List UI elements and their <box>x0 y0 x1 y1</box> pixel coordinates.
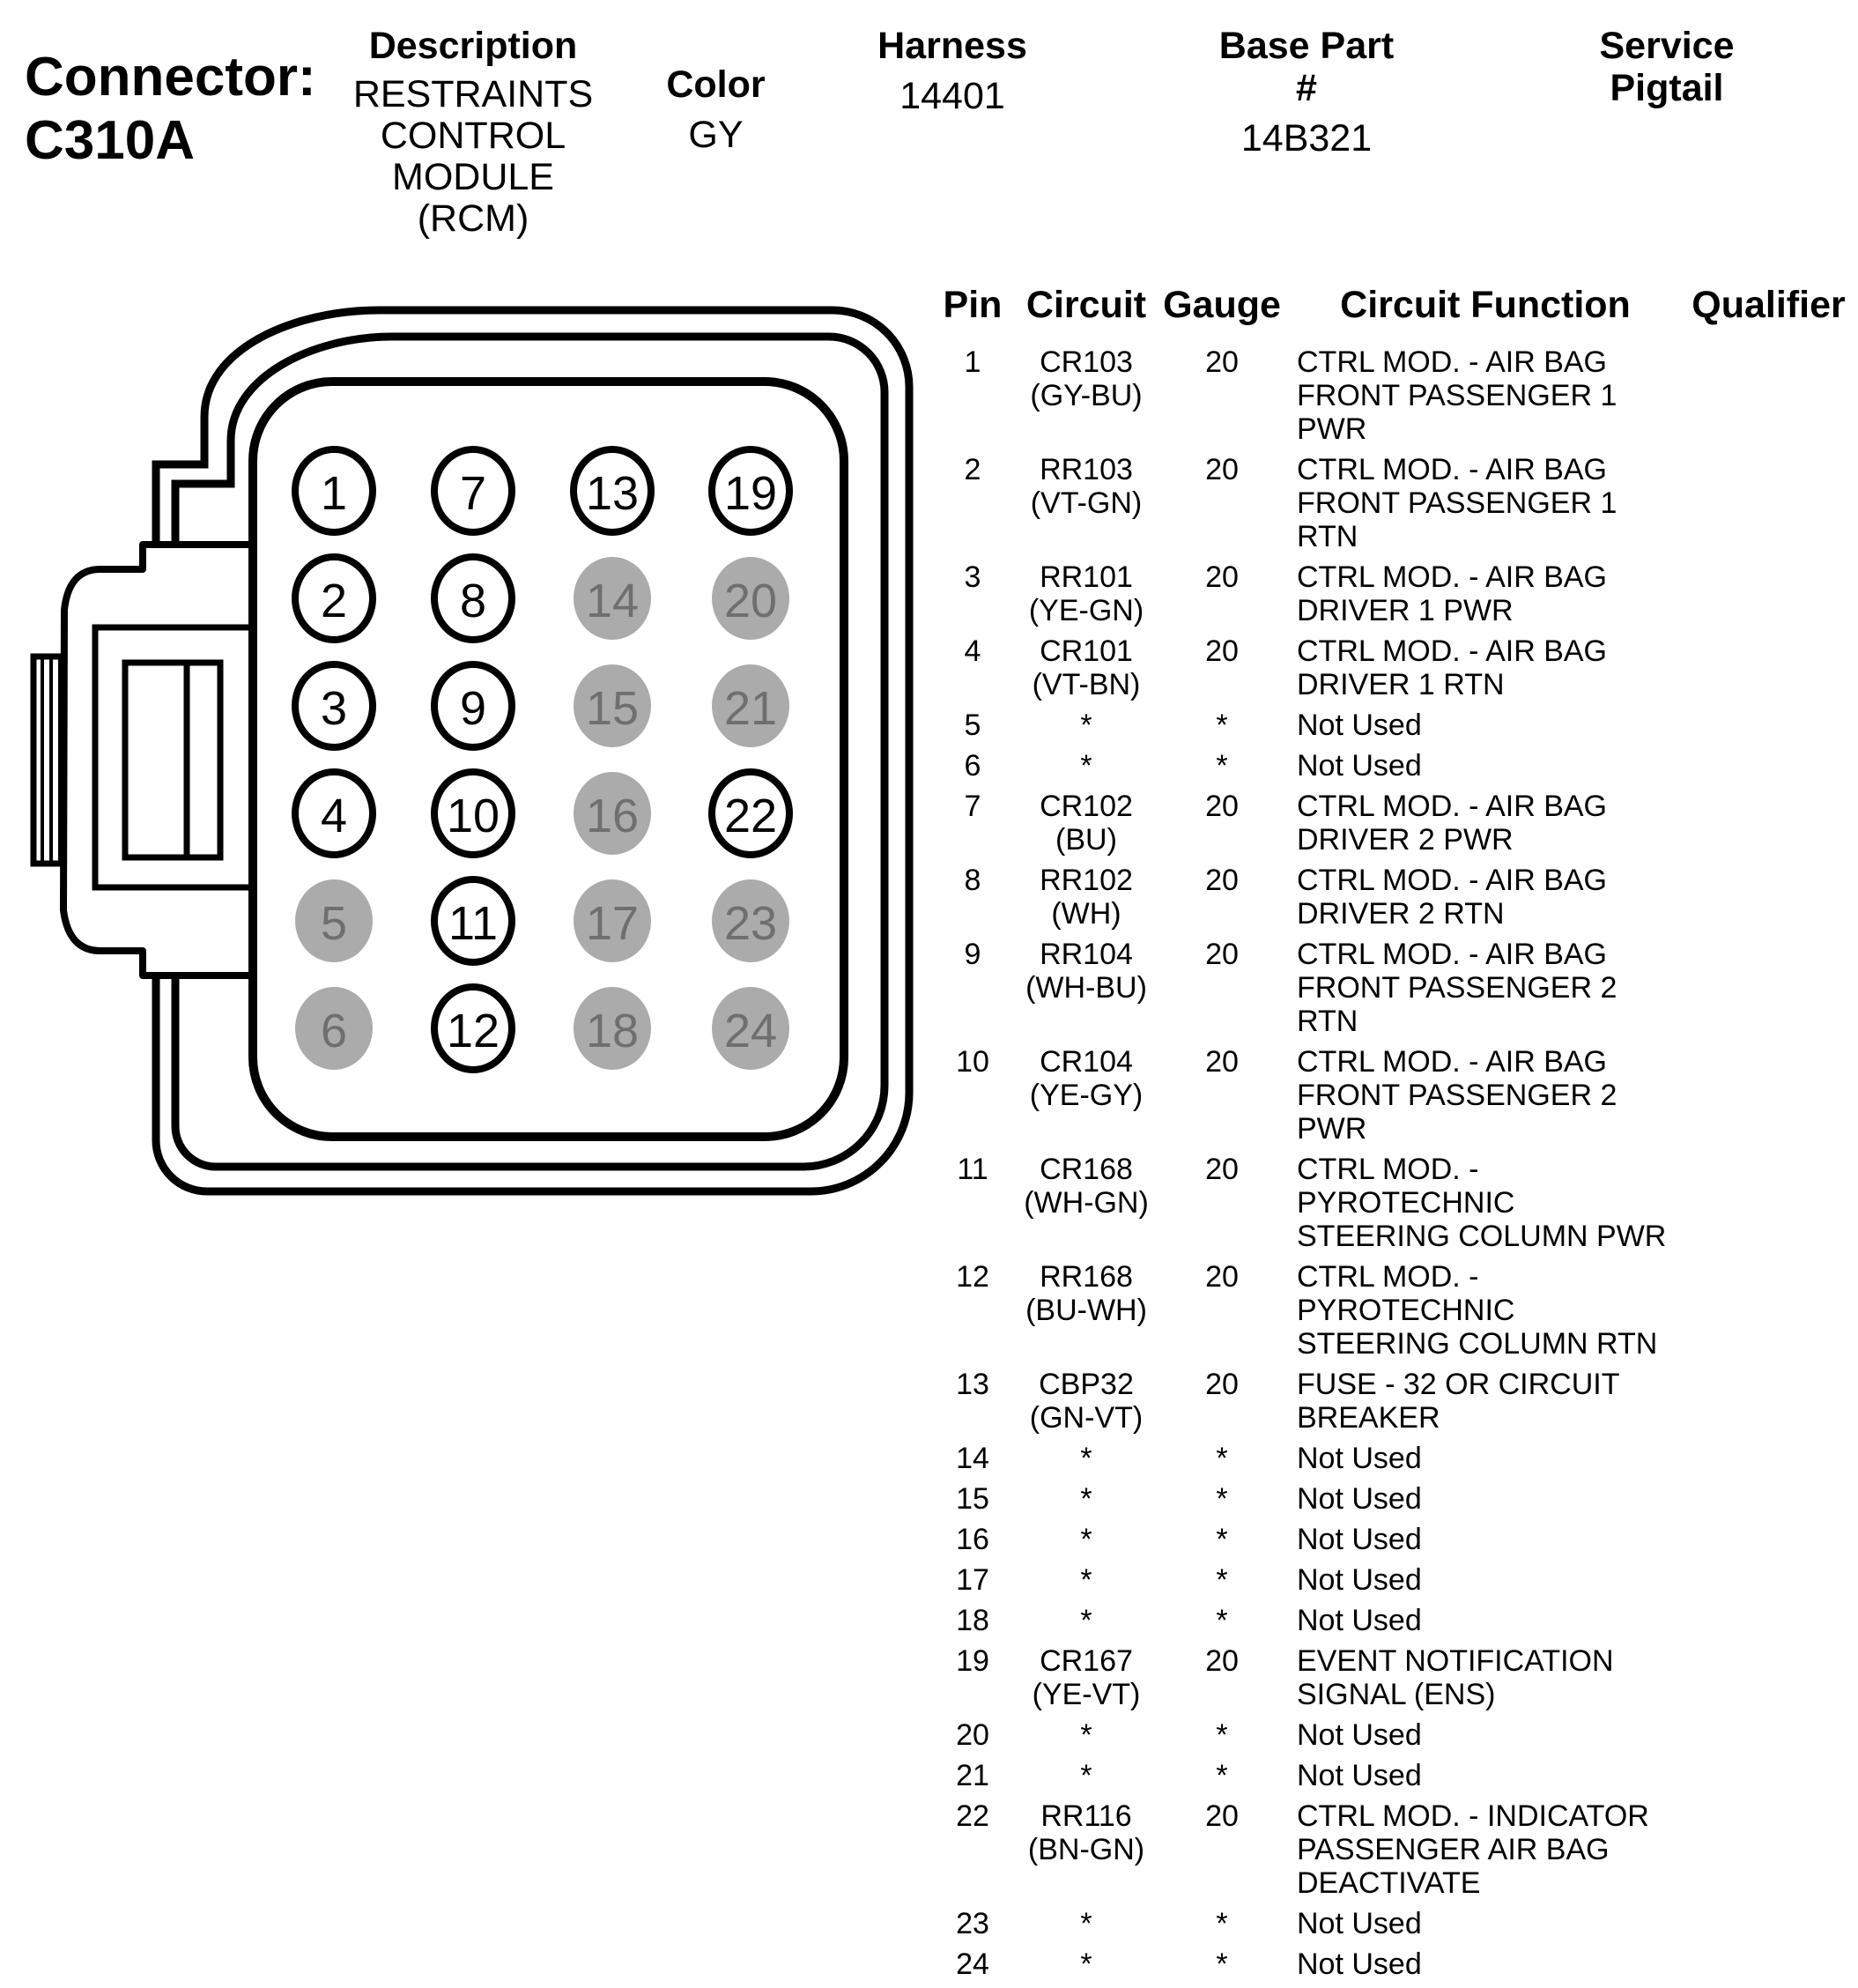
circuit-line: CR102 <box>1040 790 1133 823</box>
circuit-line: (VT-GN) <box>1030 486 1143 520</box>
function-line: FUSE - 32 OR CIRCUIT <box>1297 1368 1620 1401</box>
function-line: CTRL MOD. - AIR BAG <box>1297 864 1608 897</box>
table-row-pin-9 <box>925 938 1858 1038</box>
connector-id: C310A <box>25 110 195 171</box>
description-line-3: MODULE (RCM) <box>392 156 554 240</box>
cell-circuit <box>1020 938 1152 1038</box>
pin-4 <box>295 772 373 855</box>
cell-qualifier <box>1679 345 1858 446</box>
pin-number-label: 23 <box>723 897 778 950</box>
cell-gauge: 20 <box>1205 1045 1239 1079</box>
cell-circuit-function <box>1292 634 1679 701</box>
pin-number-label: 22 <box>723 790 778 842</box>
circuit-line: (BU-WH) <box>1025 1294 1147 1327</box>
circuit-line: (GY-BU) <box>1030 379 1143 412</box>
cell-qualifier <box>1679 1644 1858 1711</box>
circuit-line: (WH-GN) <box>1024 1186 1149 1220</box>
cell-circuit-function <box>1292 1260 1679 1361</box>
pin-number-label: 17 <box>585 897 640 950</box>
pin-11 <box>434 879 512 962</box>
pin-number-label: 5 <box>320 897 348 950</box>
pin-8 <box>434 557 512 640</box>
pin-6-unused <box>295 987 373 1070</box>
cell-circuit <box>1020 1153 1152 1253</box>
pin-number-label: 6 <box>320 1005 348 1057</box>
circuit-line: * <box>1080 1907 1092 1940</box>
cell-pin-number: 14 <box>956 1442 989 1475</box>
circuit-line: RR103 <box>1040 453 1133 486</box>
table-row-pin-8 <box>925 864 1858 931</box>
function-line: CTRL MOD. - AIR BAG <box>1297 345 1608 379</box>
cell-gauge: * <box>1216 1759 1228 1792</box>
cell-gauge: 20 <box>1205 938 1239 971</box>
circuit-line: * <box>1080 1947 1092 1981</box>
function-line: EVENT NOTIFICATION <box>1297 1644 1614 1678</box>
cell-pin-number: 22 <box>956 1799 989 1833</box>
pin-3 <box>295 664 373 747</box>
cell-gauge: 20 <box>1205 634 1239 668</box>
function-line: Not Used <box>1297 1947 1422 1981</box>
cell-circuit <box>1020 1442 1152 1475</box>
cell-circuit-function <box>1292 708 1679 742</box>
function-line: Not Used <box>1297 1718 1422 1752</box>
function-line: DRIVER 2 RTN <box>1297 897 1505 931</box>
cell-gauge: * <box>1216 1442 1228 1475</box>
cell-circuit-function <box>1292 938 1679 1038</box>
circuit-line: * <box>1080 1604 1092 1637</box>
pin-23-unused <box>712 879 789 962</box>
cell-gauge: * <box>1216 708 1228 742</box>
pin-12 <box>434 987 512 1070</box>
cell-circuit <box>1020 560 1152 627</box>
function-line: Not Used <box>1297 1523 1422 1556</box>
cell-gauge: 20 <box>1205 1153 1239 1186</box>
cell-circuit-function <box>1292 1442 1679 1475</box>
cell-pin-number: 6 <box>964 749 981 783</box>
cell-gauge: * <box>1216 749 1228 783</box>
table-row-pin-23 <box>925 1907 1858 1940</box>
pin-15-unused <box>574 664 651 747</box>
circuit-line: (BN-GN) <box>1027 1833 1145 1866</box>
circuit-line: CBP32 <box>1039 1368 1134 1401</box>
cell-gauge: 20 <box>1205 864 1239 897</box>
table-row-pin-19 <box>925 1644 1858 1711</box>
connector-label: Connector: <box>25 47 316 108</box>
cell-circuit <box>1020 1759 1152 1792</box>
cell-qualifier <box>1679 1260 1858 1361</box>
cell-qualifier <box>1679 864 1858 931</box>
cell-gauge: 20 <box>1205 345 1239 379</box>
table-row-pin-14 <box>925 1442 1858 1475</box>
pin-number-label: 19 <box>723 467 778 520</box>
pin-number-label: 14 <box>585 575 640 627</box>
harness-label: Harness <box>877 25 1027 67</box>
circuit-line: * <box>1080 1718 1092 1752</box>
circuit-line: RR102 <box>1040 864 1133 897</box>
function-line: STEERING COLUMN RTN <box>1297 1327 1658 1361</box>
table-row-pin-2 <box>925 453 1858 553</box>
pin-table-header <box>925 284 1858 326</box>
description-line-1: RESTRAINTS <box>352 73 594 115</box>
description-label: Description <box>368 25 578 67</box>
function-line: FRONT PASSENGER 1 PWR <box>1297 379 1617 446</box>
cell-pin-number: 18 <box>956 1604 989 1637</box>
cell-circuit-function <box>1292 749 1679 783</box>
cell-circuit <box>1020 634 1152 701</box>
cell-gauge: * <box>1216 1947 1228 1981</box>
cell-pin-number: 20 <box>956 1718 989 1752</box>
cell-circuit-function <box>1292 1153 1679 1253</box>
table-row-pin-20 <box>925 1718 1858 1752</box>
pin-number-label: 11 <box>448 897 499 950</box>
circuit-line: CR103 <box>1040 345 1133 379</box>
cell-circuit <box>1020 708 1152 742</box>
circuit-line: RR101 <box>1040 560 1133 594</box>
circuit-line: (YE-VT) <box>1032 1678 1141 1711</box>
function-line: CTRL MOD. - AIR BAG <box>1297 790 1608 823</box>
base-part-block <box>1207 25 1406 159</box>
cell-circuit <box>1020 790 1152 857</box>
cell-circuit <box>1020 1947 1152 1981</box>
cell-qualifier <box>1679 1799 1858 1900</box>
cell-qualifier <box>1679 938 1858 1038</box>
pin-number-label: 1 <box>320 467 348 520</box>
cell-circuit-function <box>1292 1563 1679 1597</box>
cell-circuit <box>1020 1718 1152 1752</box>
cell-pin-number: 24 <box>956 1947 989 1981</box>
pin-16-unused <box>574 772 651 855</box>
base-part-value: 14B321 <box>1240 117 1373 159</box>
cell-qualifier <box>1679 1482 1858 1516</box>
cell-circuit-function <box>1292 560 1679 627</box>
cell-circuit <box>1020 1260 1152 1361</box>
function-line: CTRL MOD. - AIR BAG <box>1297 453 1608 486</box>
cell-gauge: * <box>1216 1604 1228 1637</box>
function-line: CTRL MOD. - AIR BAG <box>1297 634 1608 668</box>
circuit-line: (YE-GY) <box>1029 1079 1144 1112</box>
cell-circuit-function <box>1292 1604 1679 1637</box>
circuit-line: (VT-BN) <box>1032 668 1141 701</box>
cell-qualifier <box>1679 708 1858 742</box>
pin-number-label: 16 <box>585 790 640 842</box>
pin-number-label: 8 <box>459 575 487 627</box>
connector-outer-outline <box>156 310 909 1191</box>
cell-qualifier <box>1679 560 1858 627</box>
cell-qualifier <box>1679 1368 1858 1435</box>
service-pigtail-label: Service Pigtail <box>1599 25 1735 109</box>
pin-18-unused <box>574 987 651 1070</box>
function-line: SIGNAL (ENS) <box>1297 1678 1496 1711</box>
cell-gauge: 20 <box>1205 1260 1239 1294</box>
circuit-line: * <box>1080 749 1092 783</box>
cell-qualifier <box>1679 749 1858 783</box>
description-line-2: CONTROL <box>380 115 566 157</box>
circuit-line: RR116 <box>1040 1799 1132 1833</box>
table-row-pin-22 <box>925 1799 1858 1900</box>
base-part-label: Base Part # <box>1218 25 1395 109</box>
pin-table-body <box>925 345 1858 1988</box>
cell-circuit-function <box>1292 864 1679 931</box>
pin-24-unused <box>712 987 789 1070</box>
pin-1 <box>295 449 373 532</box>
cell-circuit <box>1020 1482 1152 1516</box>
circuit-line: (WH) <box>1051 897 1121 931</box>
cell-circuit-function <box>1292 453 1679 553</box>
cell-circuit <box>1020 1045 1152 1146</box>
function-line: Not Used <box>1297 1759 1422 1792</box>
pin-number-label: 7 <box>459 467 487 520</box>
function-line: CTRL MOD. - PYROTECHNIC <box>1297 1260 1515 1327</box>
cell-circuit-function <box>1292 1523 1679 1556</box>
pin-number-label: 3 <box>320 682 348 735</box>
circuit-line: RR168 <box>1040 1260 1133 1294</box>
col-header-qualifier: Qualifier <box>1691 284 1846 326</box>
cell-circuit-function <box>1292 1368 1679 1435</box>
col-header-circuit-function: Circuit Function <box>1340 284 1631 326</box>
cell-gauge: * <box>1216 1907 1228 1940</box>
cell-gauge: * <box>1216 1563 1228 1597</box>
cell-circuit <box>1020 1799 1152 1900</box>
cell-pin-number: 8 <box>964 864 981 897</box>
cell-circuit-function <box>1292 1799 1679 1900</box>
cell-gauge: * <box>1216 1523 1228 1556</box>
cell-qualifier <box>1679 1153 1858 1253</box>
circuit-line: * <box>1080 1759 1092 1792</box>
table-row-pin-16 <box>925 1523 1858 1556</box>
circuit-line: * <box>1080 708 1092 742</box>
cell-pin-number: 19 <box>956 1644 989 1678</box>
col-header-circuit: Circuit <box>1025 284 1147 326</box>
pin-17-unused <box>574 879 651 962</box>
cell-pin-number: 3 <box>964 560 981 594</box>
cell-gauge: 20 <box>1205 453 1239 486</box>
color-label: Color <box>666 63 766 106</box>
harness-value: 14401 <box>899 75 1005 117</box>
col-header-gauge: Gauge <box>1163 284 1281 326</box>
function-line: DRIVER 1 PWR <box>1297 594 1514 627</box>
circuit-line: * <box>1080 1482 1092 1516</box>
cell-qualifier <box>1679 790 1858 857</box>
cell-circuit <box>1020 1604 1152 1637</box>
function-line: DRIVER 1 RTN <box>1297 668 1505 701</box>
circuit-line: (WH-BU) <box>1025 971 1147 1005</box>
cell-gauge: 20 <box>1205 790 1239 823</box>
table-row-pin-11 <box>925 1153 1858 1253</box>
cell-circuit-function <box>1292 1644 1679 1711</box>
cell-qualifier <box>1679 1907 1858 1940</box>
function-line: Not Used <box>1297 1604 1422 1637</box>
table-row-pin-6 <box>925 749 1858 783</box>
cell-qualifier <box>1679 1045 1858 1146</box>
cell-gauge: * <box>1216 1718 1228 1752</box>
table-row-pin-7 <box>925 790 1858 857</box>
circuit-line: (GN-VT) <box>1029 1401 1144 1435</box>
table-row-pin-1 <box>925 345 1858 446</box>
cell-pin-number: 11 <box>957 1153 988 1186</box>
cell-qualifier <box>1679 634 1858 701</box>
circuit-line: (BU) <box>1055 823 1117 857</box>
circuit-line: CR104 <box>1040 1045 1133 1079</box>
cell-circuit-function <box>1292 1045 1679 1146</box>
pin-number-label: 4 <box>320 790 348 842</box>
pin-number-label: 13 <box>585 467 640 520</box>
pin-number-label: 18 <box>585 1005 640 1057</box>
table-row-pin-21 <box>925 1759 1858 1792</box>
pin-2 <box>295 557 373 640</box>
cell-circuit-function <box>1292 1947 1679 1981</box>
connector-face-diagram <box>0 0 934 1234</box>
function-line: FRONT PASSENGER 2 PWR <box>1297 1079 1617 1146</box>
circuit-line: * <box>1080 1563 1092 1597</box>
cell-pin-number: 16 <box>956 1523 989 1556</box>
pin-number-label: 20 <box>723 575 778 627</box>
cell-gauge: 20 <box>1205 1368 1239 1401</box>
table-row-pin-17 <box>925 1563 1858 1597</box>
pin-number-label: 2 <box>320 575 348 627</box>
cell-pin-number: 2 <box>964 453 981 486</box>
table-row-pin-5 <box>925 708 1858 742</box>
cell-circuit <box>1020 1907 1152 1940</box>
cell-circuit-function <box>1292 1759 1679 1792</box>
cell-qualifier <box>1679 1759 1858 1792</box>
function-line: FRONT PASSENGER 1 RTN <box>1297 486 1617 553</box>
function-line: STEERING COLUMN PWR <box>1297 1220 1667 1253</box>
pin-number-label: 9 <box>459 682 487 735</box>
table-row-pin-15 <box>925 1482 1858 1516</box>
cell-pin-number: 13 <box>956 1368 989 1401</box>
function-line: Not Used <box>1297 1563 1422 1597</box>
cell-gauge: 20 <box>1205 1799 1239 1833</box>
table-row-pin-4 <box>925 634 1858 701</box>
cell-circuit <box>1020 1368 1152 1435</box>
circuit-line: * <box>1080 1442 1092 1475</box>
cell-circuit <box>1020 453 1152 553</box>
cell-pin-number: 7 <box>964 790 981 823</box>
cell-circuit-function <box>1292 1718 1679 1752</box>
pin-number-label: 12 <box>446 1005 500 1057</box>
function-line: Not Used <box>1297 1907 1422 1940</box>
table-row-pin-24 <box>925 1947 1858 1981</box>
cell-circuit <box>1020 864 1152 931</box>
cell-gauge: * <box>1216 1482 1228 1516</box>
circuit-line: (YE-GN) <box>1028 594 1144 627</box>
cell-qualifier <box>1679 1604 1858 1637</box>
cell-pin-number: 21 <box>956 1759 989 1792</box>
function-line: BREAKER <box>1297 1401 1440 1435</box>
service-pigtail-block <box>1551 25 1783 109</box>
cell-pin-number: 10 <box>956 1045 989 1079</box>
cell-pin-number: 1 <box>964 345 981 379</box>
table-row-pin-13 <box>925 1368 1858 1435</box>
circuit-line: CR168 <box>1040 1153 1133 1186</box>
cell-pin-number: 4 <box>964 634 981 668</box>
function-line: CTRL MOD. - AIR BAG <box>1297 938 1608 971</box>
cell-pin-number: 23 <box>956 1907 989 1940</box>
pin-19 <box>712 449 789 532</box>
pin-10 <box>434 772 512 855</box>
function-line: Not Used <box>1297 749 1422 783</box>
cell-circuit <box>1020 345 1152 446</box>
function-line: Not Used <box>1297 1442 1422 1475</box>
cell-gauge: 20 <box>1205 560 1239 594</box>
function-line: FRONT PASSENGER 2 RTN <box>1297 971 1617 1038</box>
circuit-line: * <box>1080 1523 1092 1556</box>
cell-circuit-function <box>1292 1482 1679 1516</box>
circuit-line: CR101 <box>1040 634 1133 668</box>
cell-circuit <box>1020 1644 1152 1711</box>
function-line: DEACTIVATE <box>1297 1866 1481 1900</box>
cell-circuit-function <box>1292 790 1679 857</box>
function-line: CTRL MOD. - PYROTECHNIC <box>1297 1153 1515 1220</box>
cell-qualifier <box>1679 1563 1858 1597</box>
table-row-pin-12 <box>925 1260 1858 1361</box>
cell-gauge: 20 <box>1205 1644 1239 1678</box>
pin-number-label: 15 <box>585 682 640 735</box>
function-line: CTRL MOD. - INDICATOR <box>1297 1799 1649 1833</box>
cell-circuit <box>1020 1523 1152 1556</box>
cell-qualifier <box>1679 1718 1858 1752</box>
table-row-pin-10 <box>925 1045 1858 1146</box>
pin-7 <box>434 449 512 532</box>
cell-circuit-function <box>1292 1907 1679 1940</box>
circuit-line: RR104 <box>1040 938 1133 971</box>
pin-5-unused <box>295 879 373 962</box>
cell-pin-number: 5 <box>964 708 981 742</box>
function-line: PASSENGER AIR BAG <box>1297 1833 1610 1866</box>
cell-pin-number: 9 <box>964 938 981 971</box>
function-line: CTRL MOD. - AIR BAG <box>1297 560 1608 594</box>
pin-13 <box>574 449 651 532</box>
pin-number-label: 10 <box>446 790 500 842</box>
cell-circuit-function <box>1292 345 1679 446</box>
color-value: GY <box>688 114 744 156</box>
cell-qualifier <box>1679 1947 1858 1981</box>
function-line: Not Used <box>1297 708 1422 742</box>
cell-pin-number: 15 <box>956 1482 989 1516</box>
pin-20-unused <box>712 557 789 640</box>
function-line: CTRL MOD. - AIR BAG <box>1297 1045 1608 1079</box>
cell-qualifier <box>1679 1523 1858 1556</box>
circuit-line: CR167 <box>1040 1644 1133 1678</box>
pin-number-label: 24 <box>723 1005 778 1057</box>
pin-number-label: 21 <box>723 682 778 735</box>
pin-14-unused <box>574 557 651 640</box>
function-line: DRIVER 2 PWR <box>1297 823 1514 857</box>
cell-qualifier <box>1679 1442 1858 1475</box>
cell-pin-number: 12 <box>956 1260 989 1294</box>
pin-21-unused <box>712 664 789 747</box>
function-line: Not Used <box>1297 1482 1422 1516</box>
cell-qualifier <box>1679 453 1858 553</box>
table-row-pin-3 <box>925 560 1858 627</box>
pin-9 <box>434 664 512 747</box>
cell-circuit <box>1020 1563 1152 1597</box>
cell-pin-number: 17 <box>956 1563 989 1597</box>
cell-circuit <box>1020 749 1152 783</box>
table-row-pin-18 <box>925 1604 1858 1637</box>
pin-22 <box>712 772 789 855</box>
col-header-pin: Pin <box>943 284 1003 326</box>
